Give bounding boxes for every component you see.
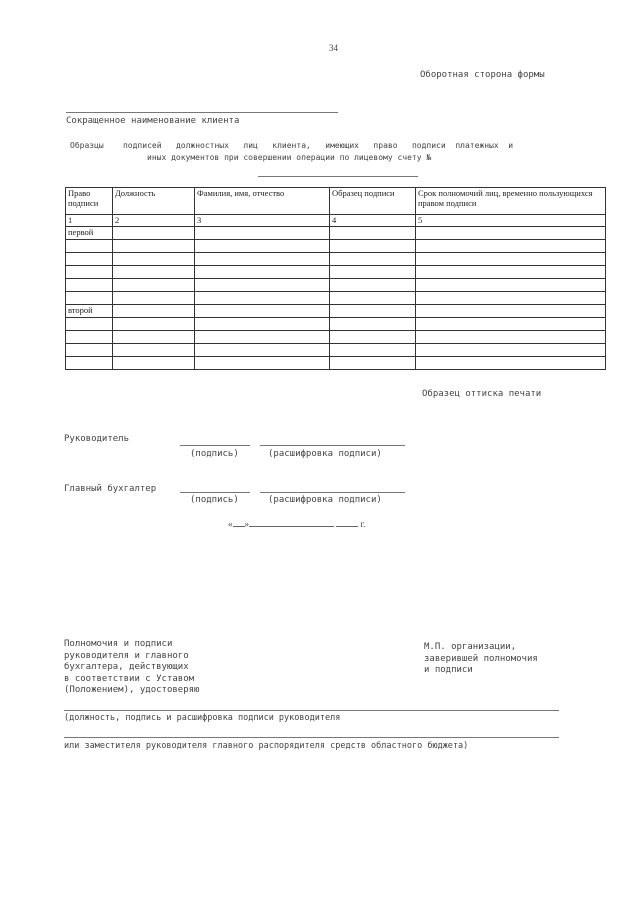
column-number: 1 <box>66 215 113 227</box>
table-cell <box>113 344 195 357</box>
table-cell <box>66 344 113 357</box>
table-cell <box>66 318 113 331</box>
table-cell <box>195 305 330 318</box>
table-cell <box>330 331 416 344</box>
table-row <box>66 292 606 305</box>
table-cell <box>330 240 416 253</box>
client-name-caption: Сокращенное наименование клиента <box>66 116 240 126</box>
table-cell <box>113 305 195 318</box>
date-quote-close: » <box>244 519 249 529</box>
accountant-signature-caption: (подпись) <box>190 495 239 505</box>
date-quote-open: « <box>228 519 233 529</box>
seal-line: М.П. организации, <box>424 642 517 652</box>
table-cell <box>330 266 416 279</box>
table-cell <box>66 331 113 344</box>
table-cell <box>113 318 195 331</box>
table-cell <box>113 253 195 266</box>
column-number: 4 <box>330 215 416 227</box>
page-number: 34 <box>329 43 338 53</box>
table-row <box>66 357 606 370</box>
account-number-line <box>258 176 418 177</box>
table-cell <box>416 279 606 292</box>
table-cell <box>416 331 606 344</box>
table-cell <box>195 240 330 253</box>
authority-text <box>64 639 199 697</box>
table-cell <box>195 357 330 370</box>
header-authority-term: Срок полномочий лиц, временно пользующихся правом подписи <box>416 188 606 215</box>
authority-line: Полномочия и подписи <box>64 639 173 649</box>
table-cell <box>416 344 606 357</box>
table-cell <box>416 227 606 240</box>
table-cell <box>416 357 606 370</box>
table-cell <box>195 279 330 292</box>
header-full-name: Фамилия, имя, отчество <box>195 188 330 215</box>
table-row <box>66 240 606 253</box>
table-cell <box>66 279 113 292</box>
table-cell <box>113 279 195 292</box>
table-cell <box>66 292 113 305</box>
table-cell <box>195 266 330 279</box>
footer-line-bottom <box>64 737 559 738</box>
table-cell <box>66 266 113 279</box>
header-right-of-signing: Право подписи <box>66 188 113 215</box>
table-cell <box>416 266 606 279</box>
seal-line: заверившей полномочия <box>424 653 538 664</box>
director-decode-line <box>260 445 405 446</box>
table-cell <box>330 292 416 305</box>
table-cell <box>416 240 606 253</box>
table-row <box>66 253 606 266</box>
authority-line: руководителя и главного <box>64 650 189 661</box>
table-cell <box>195 253 330 266</box>
table-cell <box>113 331 195 344</box>
table-cell <box>330 318 416 331</box>
table-cell <box>195 292 330 305</box>
table-row <box>66 318 606 331</box>
table-row <box>66 331 606 344</box>
form-side-label: Оборотная сторона формы <box>420 70 545 80</box>
seal-line: и подписи <box>424 665 473 675</box>
table-cell <box>195 331 330 344</box>
stamp-sample-label: Образец оттиска печати <box>422 389 542 399</box>
director-signature-caption: (подпись) <box>190 449 239 459</box>
table-cell <box>330 305 416 318</box>
seal-text <box>424 642 538 677</box>
client-name-line <box>66 112 338 113</box>
samples-intro-line1: Образцы подписей должностных лиц клиента, имеющих право подписи платежных и <box>70 141 514 150</box>
second-signature-label: второй <box>66 305 113 318</box>
samples-intro-line2: иных документов при совершении операции по лицевому счету № <box>147 153 432 162</box>
director-signature-line <box>180 445 250 446</box>
table-cell <box>66 357 113 370</box>
table-cell <box>66 253 113 266</box>
table-cell <box>330 279 416 292</box>
table-cell <box>330 357 416 370</box>
table-cell <box>113 357 195 370</box>
table-row <box>66 266 606 279</box>
column-number: 5 <box>416 215 606 227</box>
table-row <box>66 344 606 357</box>
table-cell <box>113 266 195 279</box>
authority-line: в соответствии с Уставом <box>64 673 195 684</box>
table-cell <box>330 344 416 357</box>
table-cell <box>195 344 330 357</box>
director-decode-caption: (расшифровка подписи) <box>268 449 382 459</box>
table-cell <box>195 227 330 240</box>
authority-line: (Положением), удостоверяю <box>64 685 200 695</box>
authority-line: бухгалтера, действующих <box>64 662 189 672</box>
first-signature-label: первой <box>66 227 113 240</box>
table-cell <box>416 305 606 318</box>
footer-caption-2: или заместителя руководителя главного распорядителя средств областного бюджета) <box>64 741 469 751</box>
table-cell <box>416 292 606 305</box>
table-cell <box>113 292 195 305</box>
table-cell <box>416 253 606 266</box>
date-year-suffix: г. <box>360 519 366 529</box>
table-cell <box>330 227 416 240</box>
accountant-decode-caption: (расшифровка подписи) <box>268 495 382 505</box>
table-row <box>66 279 606 292</box>
accountant-decode-line <box>260 492 405 493</box>
table-cell <box>416 318 606 331</box>
table-cell <box>66 240 113 253</box>
table-cell <box>113 227 195 240</box>
table-cell <box>195 318 330 331</box>
chief-accountant-label: Главный бухгалтер <box>64 484 157 494</box>
table-cell <box>113 240 195 253</box>
footer-line-top <box>64 710 559 711</box>
accountant-signature-line <box>180 492 250 493</box>
table-cell <box>330 253 416 266</box>
director-label: Руководитель <box>64 434 130 444</box>
column-number: 2 <box>113 215 195 227</box>
header-signature-sample: Образец подписи <box>330 188 416 215</box>
footer-caption-1: (должность, подпись и расшифровка подписи руководителя <box>64 713 341 723</box>
signatures-table <box>65 187 606 370</box>
column-number: 3 <box>195 215 330 227</box>
header-position: Должность <box>113 188 195 215</box>
date-field <box>228 519 365 529</box>
